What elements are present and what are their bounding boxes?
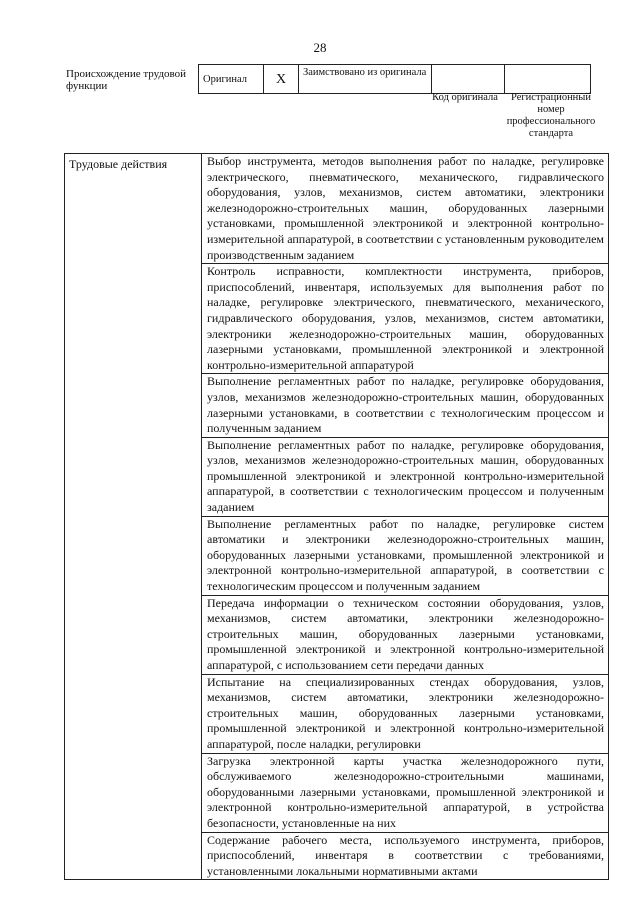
action-item: Выполнение регламентных работ по наладке, регулировке оборудования, узлов, механизмов железнодорожно-строительных машин, оборудованных промышленной электроникой и электронной контрольно-измерительной аппаратурой, в соответствии с технологическим процессом и полученным заданием [202,438,608,517]
action-item: Выбор инструмента, методов выполнения работ по наладке, регулировке электрического, пневматического, механического, гидравлического оборудования, узлов, механизмов, систем автоматики, электроники железнодорожно-строительных машин, оборудованных лазерными установками, промышленной электроникой и электронной контрольно-измерительной аппаратурой, в соответствии с установленным руководителем производственным заданием [202,154,608,264]
origin-label: Происхождение трудовой функции [66,68,187,92]
action-item: Содержание рабочего места, используемого инструмента, приборов, приспособлений, инвентаря в соответствии с требованиями, установленными локальными нормативными актами [207,832,604,878]
action-item: Выполнение регламентных работ по наладке, регулировке оборудования, узлов, механизмов железнодорожно-строительных машин, оборудованных лазерными установками, в соответствии с технологическим процессом и полученным заданием [202,374,608,437]
action-item: Выполнение регламентных работ по наладке, регулировке систем автоматики и электроники железнодорожно-строительных машин, оборудованных лазерными установками, промышленной электроникой и электронной контрольно-измерительной аппаратурой, в соответствии с технологическим процессом и полученным заданием [202,517,608,596]
action-item: Загрузка электронной карты участка железнодорожного пути, обслуживаемого железнодорожно-строительными машинами, оборудованными лазерными установками, промышленной электроникой и электронной контрольно-измерительной аппаратурой, в устройства безопасности, установленные на них [202,754,608,833]
action-item: Контроль исправности, комплектности инструмента, приборов, приспособлений, инвентаря, используемых для выполнения работ по наладке, регулировке электрического, пневматического, механического, гидравлического оборудования, узлов, механизмов, систем автоматики, электроники железнодорожно-строительных машин, оборудованных лазерными установками, промышленной электроникой и электронной контрольно-измерительной аппаратурой [202,264,608,374]
labor-actions-table [64,153,609,880]
code-label: Код оригинала [432,92,498,103]
action-item: Испытание на специализированных стендах оборудования, узлов, механизмов, систем автоматики, электроники железнодорожно-строительных машин, оборудованных лазерными установками, промышленной электроникой и электронной контрольно-измерительной аппаратурой, после наладки, регулировки [202,675,608,754]
origin-table [198,64,591,94]
labor-actions-label: Трудовые действия [65,154,202,880]
original-label: Оригинал [199,65,264,94]
labor-actions-list [202,154,609,880]
page-number: 28 [313,40,327,55]
original-mark: X [264,65,299,94]
registration-number-cell [505,65,591,94]
action-item: Передача информации о техническом состоянии оборудования, узлов, механизмов, систем автоматики, электроники железнодорожно-строительных машин, оборудованных лазерными установками, промышленной электроникой и электронной контрольно-измерительной аппаратурой, с использованием сети передачи данных [202,596,608,675]
borrowed-label: Заимствовано из оригинала [299,65,432,94]
original-code-cell [432,65,505,94]
registration-label: Регистрационный номер профессионального стандарта [506,92,596,139]
